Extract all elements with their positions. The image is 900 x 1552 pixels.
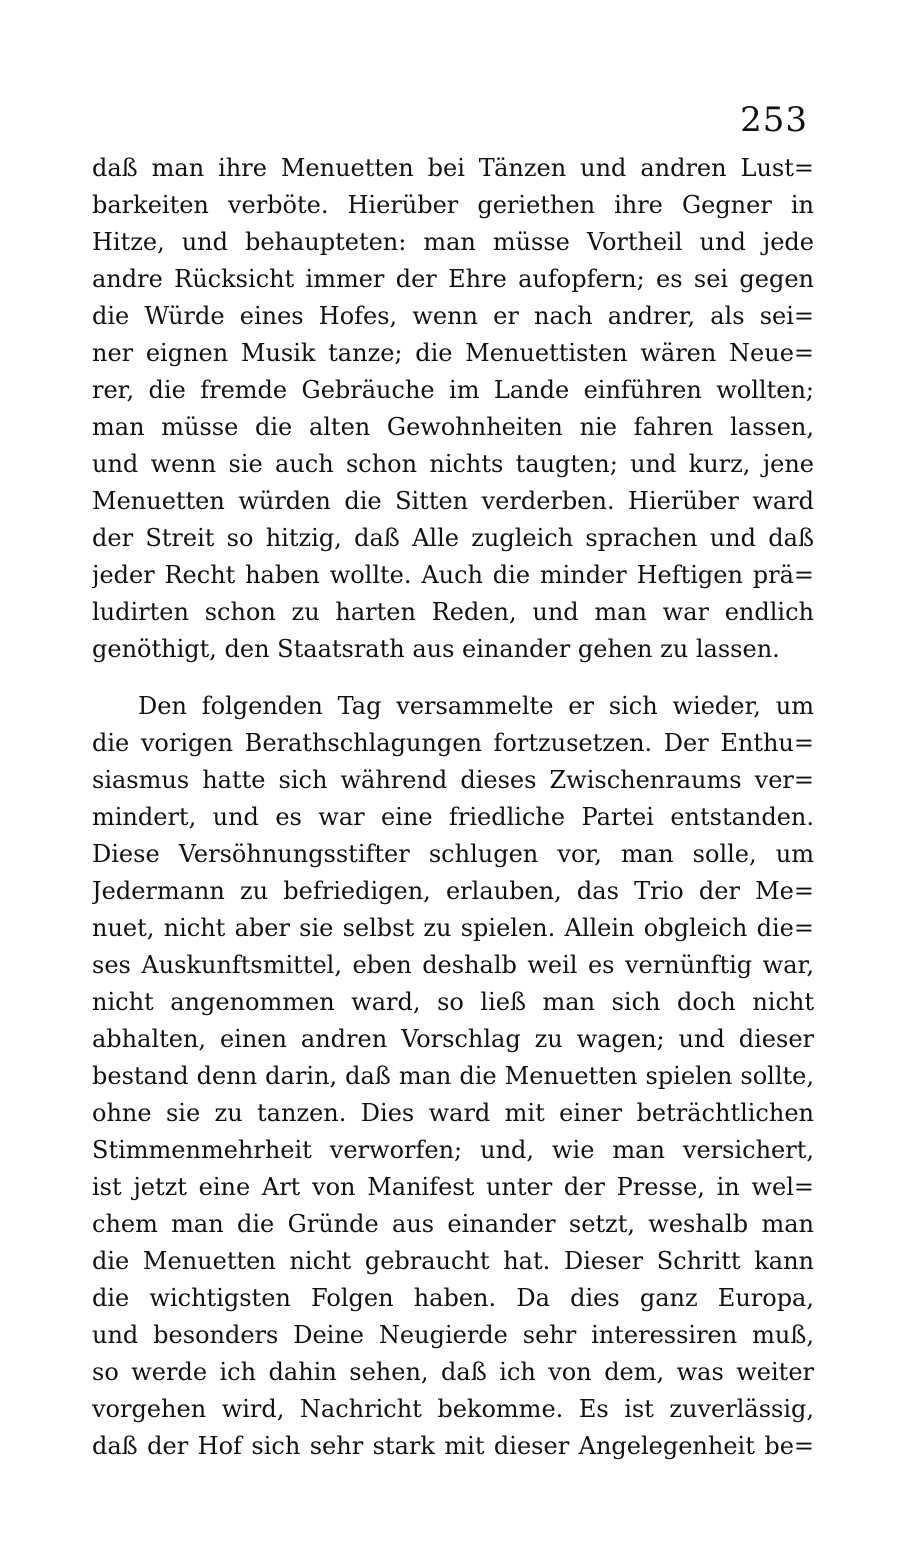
- text-line: abhalten, einen andren Vorschlag zu wagen; und dieser: [92, 1025, 814, 1053]
- text-line: Stimmenmehrheit verworfen; und, wie man versichert,: [92, 1136, 814, 1164]
- text-line: bestand denn darin, daß man die Menuetten spielen sollte,: [92, 1062, 814, 1090]
- paragraph-2: [92, 688, 814, 1465]
- body-text: [92, 150, 814, 1465]
- paragraph-1: [92, 150, 814, 668]
- text-line: ludirten schon zu harten Reden, und man war endlich: [92, 598, 814, 626]
- text-line: die Würde eines Hofes, wenn er nach andrer, als sei=: [92, 302, 814, 330]
- text-line: chem man die Gründe aus einander setzt, weshalb man: [92, 1210, 814, 1238]
- text-line: ohne sie zu tanzen. Dies ward mit einer beträchtlichen: [92, 1099, 814, 1127]
- text-line: die Menuetten nicht gebraucht hat. Dieser Schritt kann: [92, 1247, 814, 1275]
- text-line: und besonders Deine Neugierde sehr interessiren muß,: [92, 1321, 814, 1349]
- text-line: man müsse die alten Gewohnheiten nie fahren lassen,: [92, 413, 814, 441]
- text-line: ist jetzt eine Art von Manifest unter der Presse, in wel=: [92, 1173, 814, 1201]
- text-line: so werde ich dahin sehen, daß ich von dem, was weiter: [92, 1358, 814, 1386]
- text-line: vorgehen wird, Nachricht bekomme. Es ist zuverlässig,: [92, 1395, 814, 1423]
- text-line: die wichtigsten Folgen haben. Da dies ganz Europa,: [92, 1284, 814, 1312]
- text-line: der Streit so hitzig, daß Alle zugleich sprachen und daß: [92, 524, 814, 552]
- text-line: jeder Recht haben wollte. Auch die minder Heftigen prä=: [92, 561, 814, 589]
- text-line: mindert, und es war eine friedliche Partei entstanden.: [92, 803, 814, 831]
- text-line: barkeiten verböte. Hierüber geriethen ihre Gegner in: [92, 191, 814, 219]
- text-line: daß man ihre Menuetten bei Tänzen und andren Lust=: [92, 154, 814, 182]
- text-line: nuet, nicht aber sie selbst zu spielen. Allein obgleich die=: [92, 914, 814, 942]
- text-line: genöthigt, den Staatsrath aus einander gehen zu lassen.: [92, 635, 780, 663]
- text-line: siasmus hatte sich während dieses Zwischenraums ver=: [92, 766, 814, 794]
- text-line: Jedermann zu befriedigen, erlauben, das Trio der Me=: [92, 877, 814, 905]
- text-line: nicht angenommen ward, so ließ man sich doch nicht: [92, 988, 814, 1016]
- text-line: Menuetten würden die Sitten verderben. Hierüber ward: [92, 487, 814, 515]
- text-line: Den folgenden Tag versammelte er sich wieder, um: [138, 692, 814, 720]
- text-line: ner eignen Musik tanze; die Menuettisten wären Neue=: [92, 339, 814, 367]
- text-line: die vorigen Berathschlagungen fortzusetzen. Der Enthu=: [92, 729, 814, 757]
- text-line: daß der Hof sich sehr stark mit dieser Angelegenheit be=: [92, 1432, 814, 1460]
- text-line: ses Auskunftsmittel, eben deshalb weil es vernünftig war,: [92, 951, 814, 979]
- text-line: Diese Versöhnungsstifter schlugen vor, man solle, um: [92, 840, 814, 868]
- text-line: Hitze, und behaupteten: man müsse Vortheil und jede: [92, 228, 814, 256]
- text-line: andre Rücksicht immer der Ehre aufopfern; es sei gegen: [92, 265, 814, 293]
- page-number: 253: [740, 100, 808, 140]
- text-line: und wenn sie auch schon nichts taugten; und kurz, jene: [92, 450, 814, 478]
- text-line: rer, die fremde Gebräuche im Lande einführen wollten;: [92, 376, 814, 404]
